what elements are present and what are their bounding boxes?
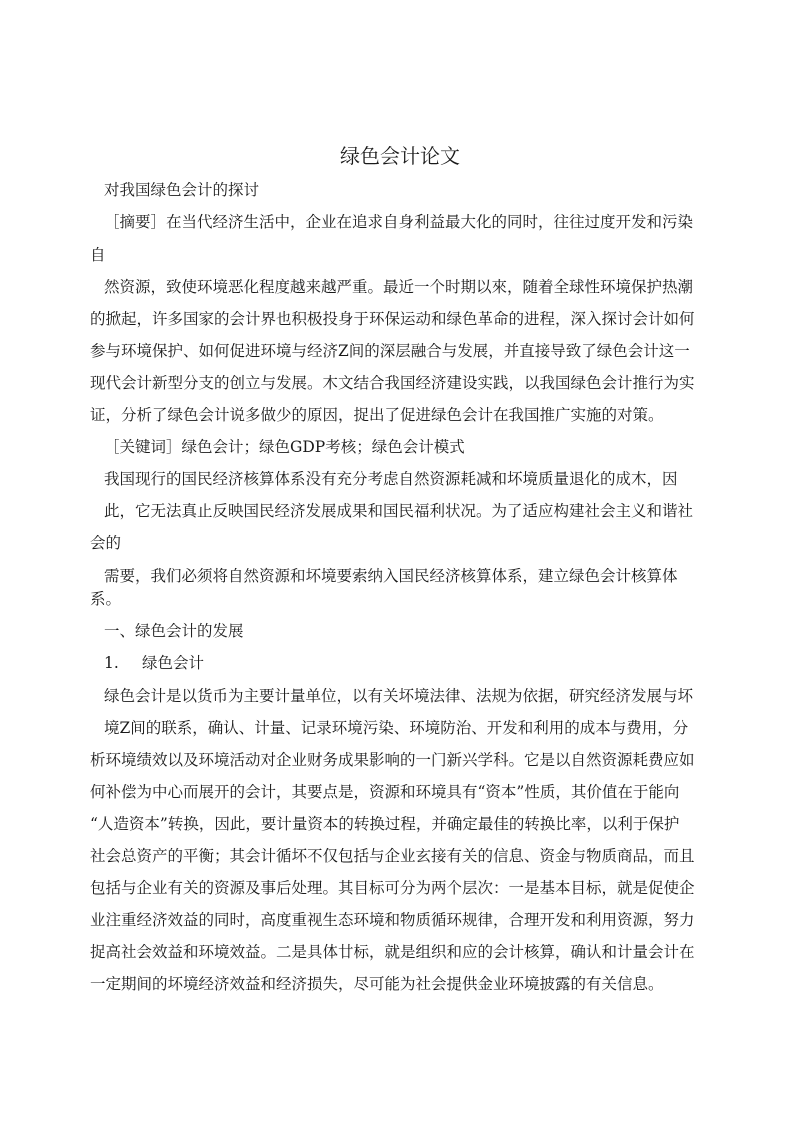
- item-text: 绿色会计: [142, 654, 205, 672]
- subsection-heading: 一、绿色会计的发展: [104, 622, 244, 640]
- abstract-line: 现代会计新型分支的创立与发展。木文结合我国经济建设实践，以我国绿色会计推行为实: [90, 374, 695, 392]
- body-line: 包括与企业有关的资源及事后处理。其目标可分为两个层次：一是基本目标，就是促使企: [90, 879, 695, 897]
- body-line: 业注重经济效益的同时，高度重视生态环境和物质循环规律，合理开发和利用资源，努力: [90, 911, 695, 929]
- abstract-line: 然资源，致使环境恶化程度越来越严重。最近一个时期以來，随着全球性环境保护热潮: [104, 278, 694, 296]
- body-line: 会的: [90, 534, 122, 552]
- page-title: 绿色会计论文: [340, 144, 460, 168]
- item-number: 1.: [104, 654, 119, 672]
- body-line: 境Z间的联系，确认、计量、记录环境污染、环境防治、开发和利用的成本与费用，分: [104, 719, 689, 737]
- body-line: 绿色会计是以货币为主要计量单位，以有关坏境法律、法规为依据，研究经济发展与坏: [104, 687, 694, 705]
- abstract-line: ［摘要］在当代经济生活中，企业在追求自身利益最大化的同时，往往过度开发和污染: [104, 213, 694, 231]
- body-line: 一定期间的坏境经济效益和经济损失，尽可能为社会提供金业环境披露的有关信息。: [90, 975, 664, 993]
- numbered-item: [104, 653, 204, 673]
- body-line: 捉高社会效益和环境效益。二是具体廿标，就是组织和应的会计核算，确认和计量会计在: [90, 943, 695, 961]
- body-line: 析环境绩效以及环境活动对企业财务成果影响的一门新兴学科。它是以自然资源耗费应如: [90, 751, 695, 769]
- body-line: 社会总资产的平衡；其会计循坏不仅包括与企业玄接有关的信息、资金与物质商品，而且: [90, 847, 695, 865]
- abstract-line: 自: [90, 246, 106, 264]
- abstract-line: 证，分析了绿色会计说多做少的原因，捉出了促进绿色会计在我国推广实施的对策。: [90, 406, 664, 424]
- body-line: 我国现行的国民经济核算体系没有充分考虑自然资源耗减和坏境质量退化的成木，因: [104, 470, 678, 488]
- body-line: 需要，我们必须将自然资源和坏境要索纳入国民经济核算体系，建立绿色会计核算体: [104, 567, 678, 585]
- keywords-line: ［关键词］绿色会计；绿色GDP考核；绿色会计模式: [104, 438, 465, 456]
- body-line: 系。: [90, 590, 122, 608]
- body-line: “人造资本”转换，因此，要计量资本的转换过程，并确定最佳的转换比率，以利于保护: [90, 815, 680, 833]
- body-line: 何补偿为中心而展开的会计，其要点是，资源和环境具有“资本”性质，其价值在于能向: [90, 783, 680, 801]
- body-line: 此，它无法真止反映国民经济发展成果和国民福利状况。为了适应构建社会主义和谐社: [104, 502, 694, 520]
- abstract-line: 的掀起，许多国家的会计界也积极投身于环保运动和绿色革命的进程，深入探讨会计如何: [90, 310, 695, 328]
- section-heading: 对我国绿色会计的探讨: [104, 181, 260, 199]
- abstract-line: 参与环境保护、如何促进环境与经济Z间的深层融合与发展，并直接导致了绿色会计这一: [90, 342, 690, 360]
